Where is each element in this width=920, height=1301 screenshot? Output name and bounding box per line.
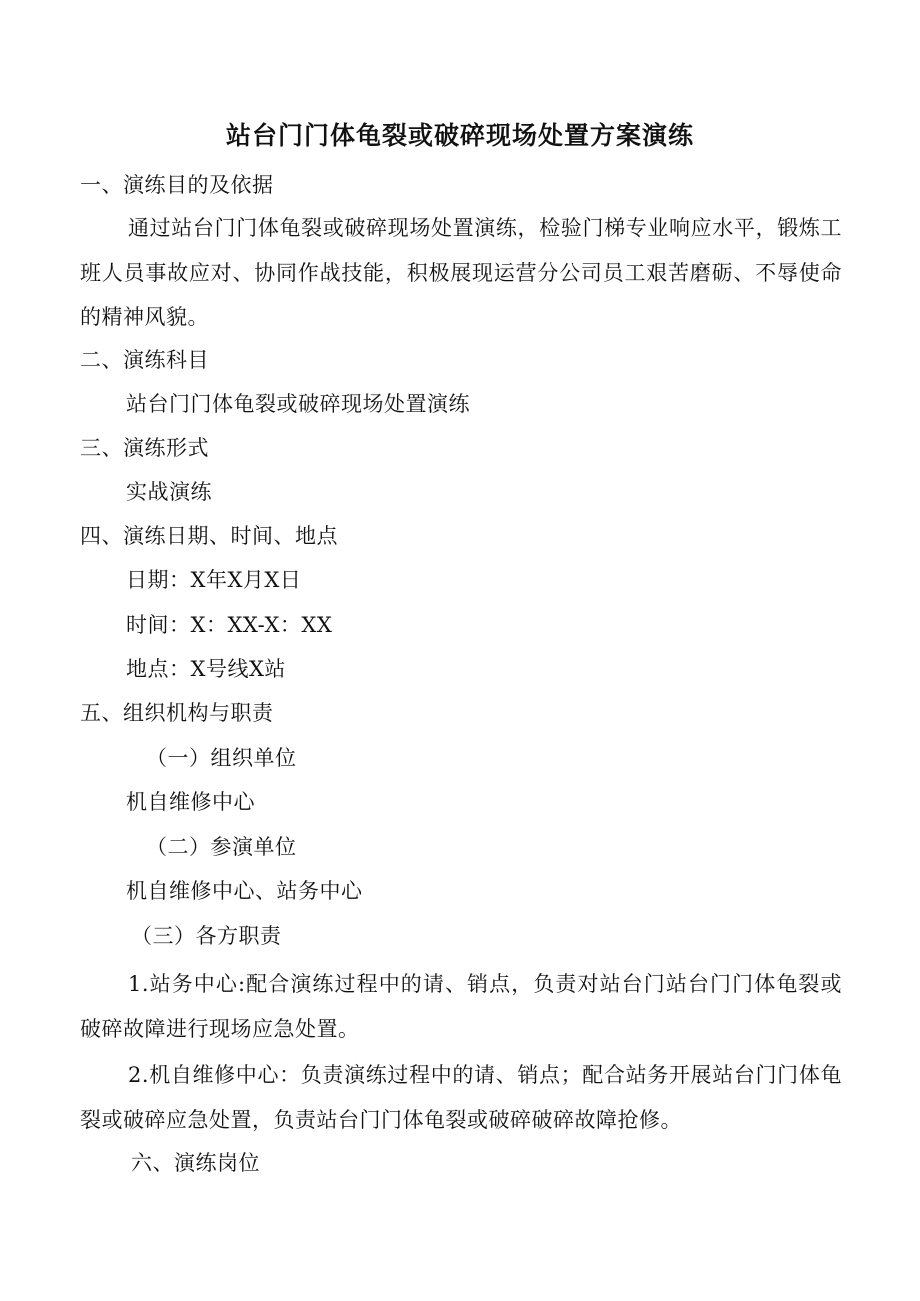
subheading-organizer: （一）组织单位 xyxy=(146,746,297,770)
place-line: 地点：X号线X站 xyxy=(126,657,286,681)
section-heading-organization: 五、组织机构与职责 xyxy=(80,701,274,725)
subheading-responsibilities: （三）各方职责 xyxy=(131,924,282,948)
section-heading-positions: 六、演练岗位 xyxy=(131,1151,260,1175)
section-body-form: 实战演练 xyxy=(126,480,212,504)
section-body-purpose: 通过站台门门体龟裂或破碎现场处置演练，检验门梯专业响应水平，锻炼工班人员事故应对、协同作战技能，积极展现运营分公司员工艰苦磨砺、不辱使命的精神风貌。 xyxy=(80,216,842,329)
section-heading-purpose: 一、演练目的及依据 xyxy=(80,173,274,197)
organizer-body: 机自维修中心 xyxy=(126,790,255,814)
document-title: 站台门门体龟裂或破碎现场处置方案演练 xyxy=(225,121,694,150)
section-body-subject: 站台门门体龟裂或破碎现场处置演练 xyxy=(126,392,470,416)
time-line: 时间：X：XX-X：XX xyxy=(126,613,333,637)
responsibility-item-maintenance: 2.机自维修中心：负责演练过程中的请、销点；配合站务开展站台门门体龟裂或破碎应急处置，负责站台门门体龟裂或破碎破碎故障抢修。 xyxy=(80,1063,842,1132)
section-heading-subject: 二、演练科目 xyxy=(80,348,209,372)
date-line: 日期：X年X月X日 xyxy=(126,568,302,592)
responsibility-item-station: 1.站务中心:配合演练过程中的请、销点，负责对站台门站台门门体龟裂或破碎故障进行现场应急处置。 xyxy=(80,972,842,1041)
section-heading-datetime: 四、演练日期、时间、地点 xyxy=(80,524,338,548)
participants-body: 机自维修中心、站务中心 xyxy=(126,879,363,903)
subheading-participants: （二）参演单位 xyxy=(146,835,297,859)
section-heading-form: 三、演练形式 xyxy=(80,436,209,460)
